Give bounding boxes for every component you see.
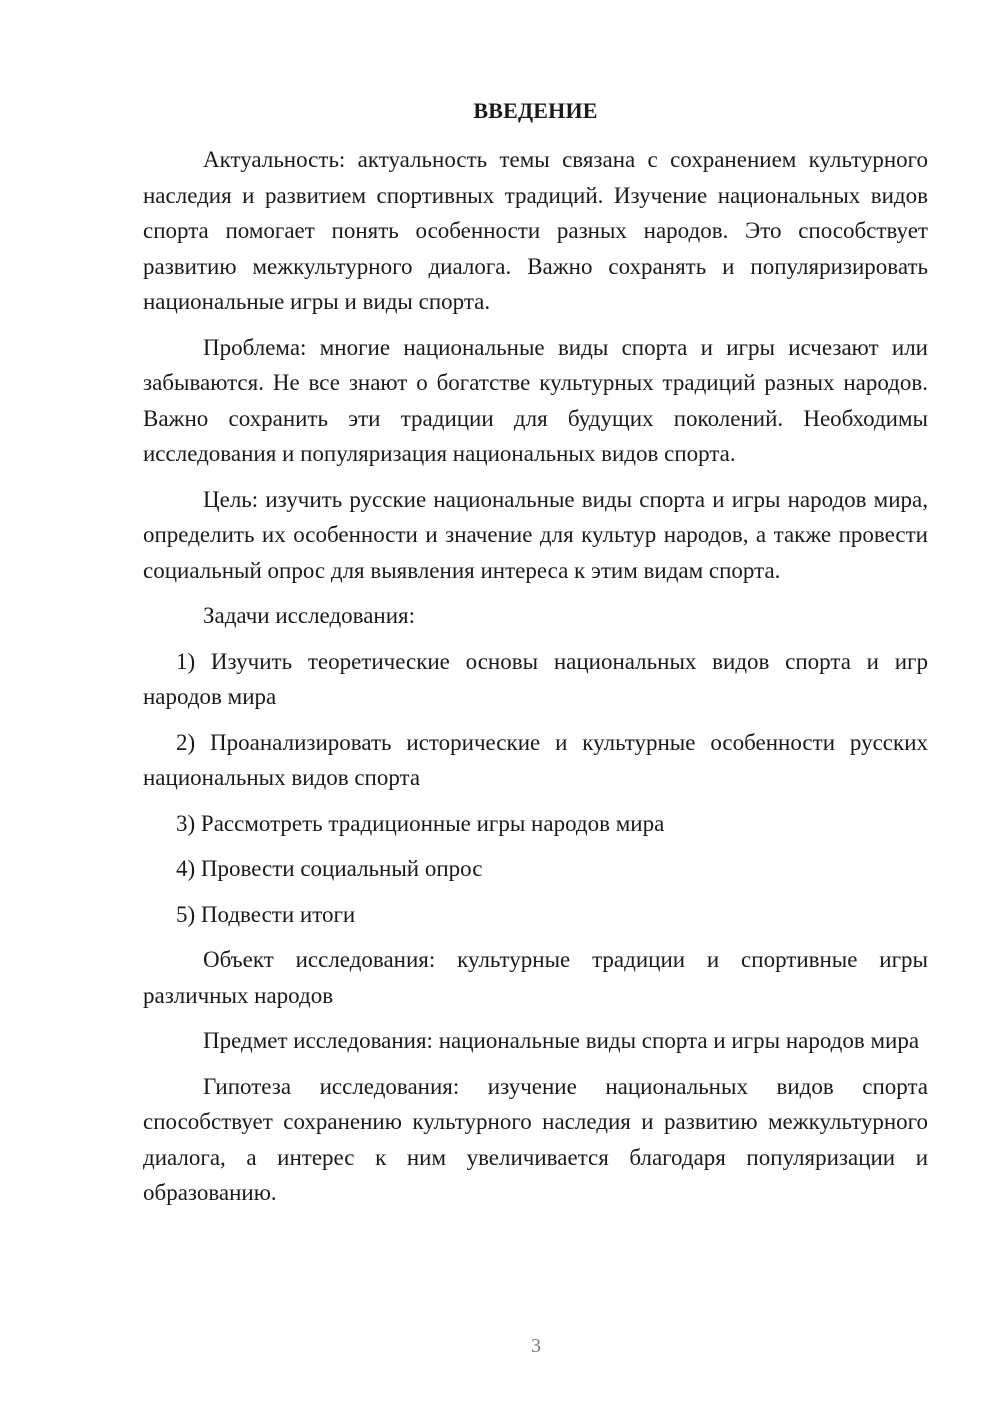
task-item: 4) Провести социальный опрос xyxy=(176,856,483,881)
goal-paragraph: Цель: изучить русские национальные виды спорта и игры народов мира, определить их особенности и значение для культур народов, а также провести социальный опрос для выявления интереса к этим видам спорта. xyxy=(143,486,928,583)
tasks-heading: Задачи исследования: xyxy=(203,603,416,628)
task-item: 3) Рассмотреть традиционные игры народов мира xyxy=(176,810,665,836)
task-item: 2) Проанализировать исторические и культурные особенности русских национальных видов спорта xyxy=(143,729,928,790)
problem-paragraph: Проблема: многие национальные виды спорта и игры исчезают или забываются. Не все знают о богатстве культурных традиций разных народов. Важно сохранить эти традиции для будущих поколений. Необходимы исследования и популяризация национальных видов спорта. xyxy=(143,334,928,466)
subject-paragraph: Предмет исследования: национальные виды спорта и игры народов мира xyxy=(203,1028,920,1053)
page-number: 3 xyxy=(531,1335,541,1357)
object-paragraph: Объект исследования: культурные традиции и спортивные игры различных народов xyxy=(143,947,928,1008)
actuality-paragraph: Актуальность: актуальность темы связана с сохранением культурного наследия и развитием спортивных традиций. Изучение национальных видов спорта помогает понять особенности разных народов. Это способствует развитию межкультурного диалога. Важно сохранять и популяризировать национальные игры и виды спорта. xyxy=(143,147,928,314)
task-item: 5) Подвести итоги xyxy=(176,901,356,927)
hypothesis-paragraph: Гипотеза исследования: изучение национальных видов спорта способствует сохранению культурного наследия и развитию межкультурного диалога, а интерес к ним увеличивается благодаря популяризации и образованию. xyxy=(143,1073,928,1205)
page-content xyxy=(143,97,928,1221)
task-item: 1) Изучить теоретические основы национальных видов спорта и игр народов мира xyxy=(143,648,928,709)
page-title: ВВЕДЕНИЕ xyxy=(473,98,598,123)
